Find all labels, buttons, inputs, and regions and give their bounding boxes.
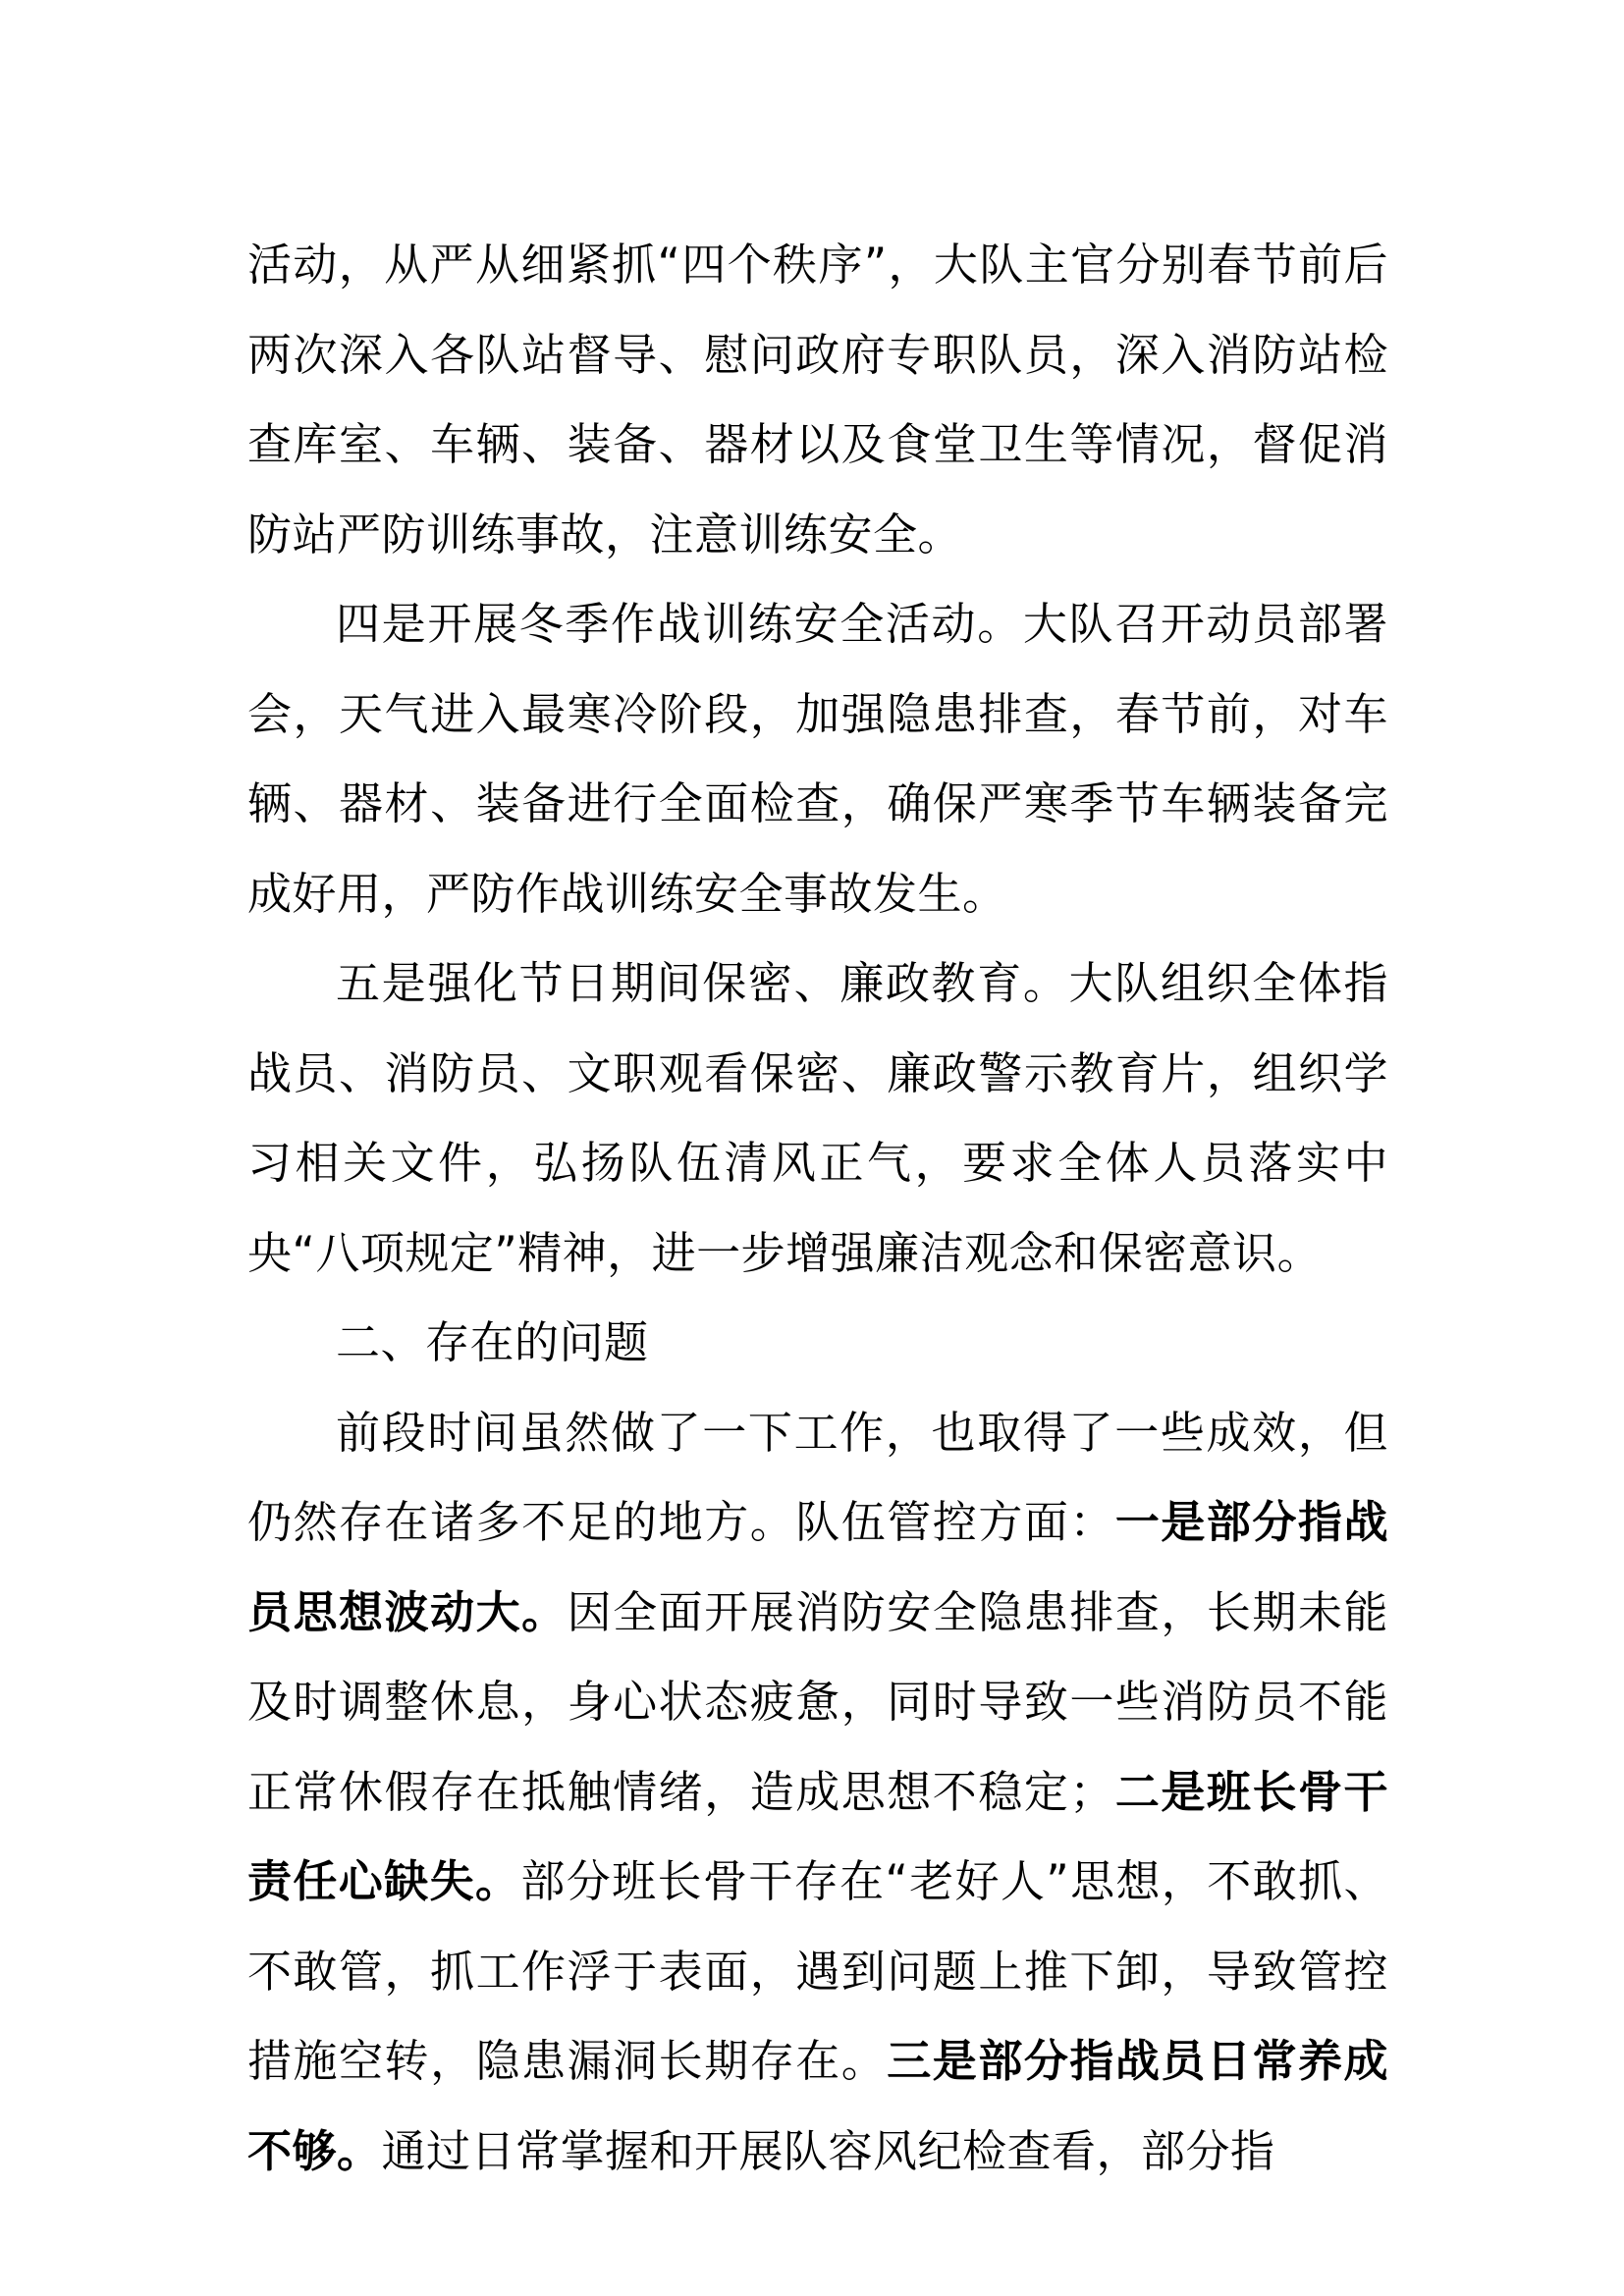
paragraph-1: 活动，从严从细紧抓“四个秩序”，大队主官分别春节前后两次深入各队站督导、慰问政府专职队员，深入消防站检查库室、车辆、装备、器材以及食堂卫生等情况，督促消防站严防训练事故，注意训练安全。 (247, 239, 1388, 561)
issue-one-heading: 一是部分指战员思想波动大。 (247, 1496, 1388, 1638)
paragraph-3: 五是强化节日期间保密、廉政教育。大队组织全体指战员、消防员、文职观看保密、廉政警示教育片，组织学习相关文件，弘扬队伍清风正气，要求全体人员落实中央“八项规定”精神，进一步增强廉洁观念和保密意识。 (247, 957, 1388, 1279)
paragraph-5-segment-1: 前段时间虽然做了一下工作，也取得了一些成效，但仍然存在诸多不足的地方。队伍管控方面： (247, 1406, 1388, 1548)
paragraph-2: 四是开展冬季作战训练安全活动。大队召开动员部署会，天气进入最寒冷阶段，加强隐患排查，春节前，对车辆、器材、装备进行全面检查，确保严寒季节车辆装备完成好用，严防作战训练安全事故发生。 (247, 598, 1388, 920)
document-body (247, 220, 1388, 2196)
issue-three-heading: 三是部分指战员日常养成不够。 (247, 2035, 1388, 2177)
paragraph-5-segment-3: 因全面开展消防安全隐患排查，长期未能及时调整休息，身心状态疲惫，同时导致一些消防员不能正常休假存在抵触情绪，造成思想不稳定； (247, 1585, 1388, 1818)
paragraph-5-segment-7: 通过日常掌握和开展队容风纪检查看，部分指 (381, 2124, 1275, 2177)
paragraph-5-segment-5: 部分班长骨干存在“老好人”思想，不敢抓、不敢管，抓工作浮于表面，遇到问题上推下卸，导致管控措施空转，隐患漏洞长期存在。 (247, 1855, 1388, 2087)
issue-two-heading: 二是班长骨干责任心缺失。 (247, 1765, 1388, 1907)
paragraph-5 (247, 1388, 1388, 2197)
section-heading: 二、存在的问题 (336, 1316, 649, 1368)
